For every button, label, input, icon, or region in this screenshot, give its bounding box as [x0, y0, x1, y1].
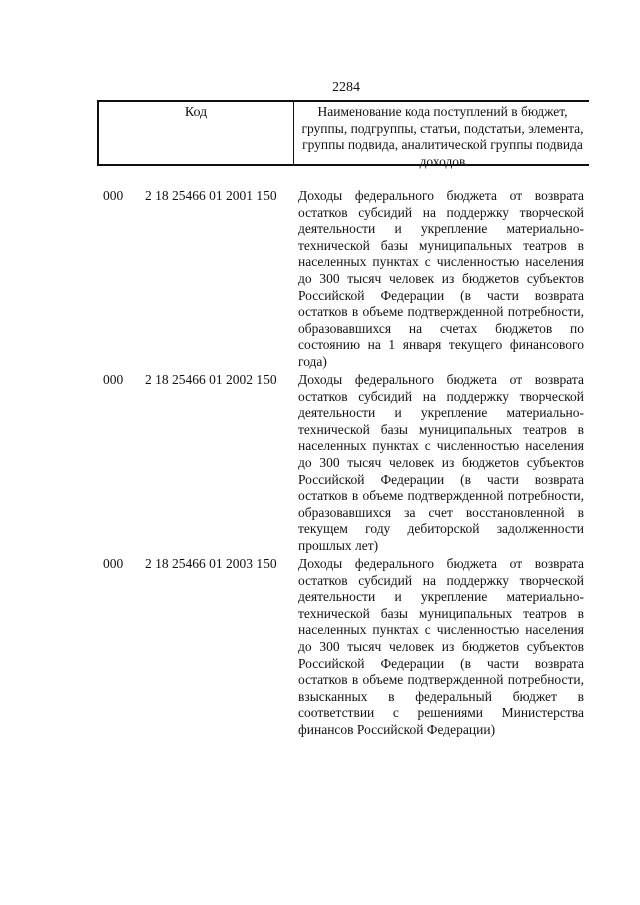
- page-number: 2284: [332, 80, 360, 95]
- table-header: [97, 100, 589, 169]
- revenue-description: Доходы федерального бюджета от возврата остатков субсидий на поддержку творческой деятельности и укрепление материально-технической базы муниципальных театров в населенных пунктах с численностью населения до 300 тысяч человек из бюджетов субъектов Российской Федерации (в части возврата остатков в объеме подтвержденной потребности, образовавшихся за счет восстановленной в текущем году дебиторской задолженности прошлых лет): [298, 372, 584, 553]
- revenue-code: 2 18 25466 01 2001 150: [145, 188, 277, 203]
- revenue-code: 2 18 25466 01 2002 150: [145, 372, 277, 387]
- name-column-header: Наименование кода поступлений в бюджет, группы, подгруппы, статьи, подстатьи, элемента, группы подвида, аналитической группы подвида доходов: [301, 104, 584, 169]
- code-column-header: Код: [184, 105, 208, 120]
- revenue-code: 2 18 25466 01 2003 150: [145, 556, 277, 571]
- revenue-description: Доходы федерального бюджета от возврата остатков субсидий на поддержку творческой деятельности и укрепление материально-технической базы муниципальных театров в населенных пунктах с численностью населения до 300 тысяч человек из бюджетов субъектов Российской Федерации (в части возврата остатков в объеме подтвержденной потребности, взысканных в федеральный бюджет в соответствии с решениями Министерства финансов Российской Федерации): [298, 556, 584, 737]
- revenue-description: Доходы федерального бюджета от возврата остатков субсидий на поддержку творческой деятельности и укрепление материально-технической базы муниципальных театров в населенных пунктах с численностью населения до 300 тысяч человек из бюджетов субъектов Российской Федерации (в части возврата остатков в объеме подтвержденной потребности, образовавшихся на счетах бюджетов по состоянию на 1 января текущего финансового года): [298, 188, 584, 369]
- admin-code: 000: [103, 188, 124, 203]
- admin-code: 000: [103, 372, 124, 387]
- column-divider: [293, 102, 294, 164]
- admin-code: 000: [103, 556, 124, 571]
